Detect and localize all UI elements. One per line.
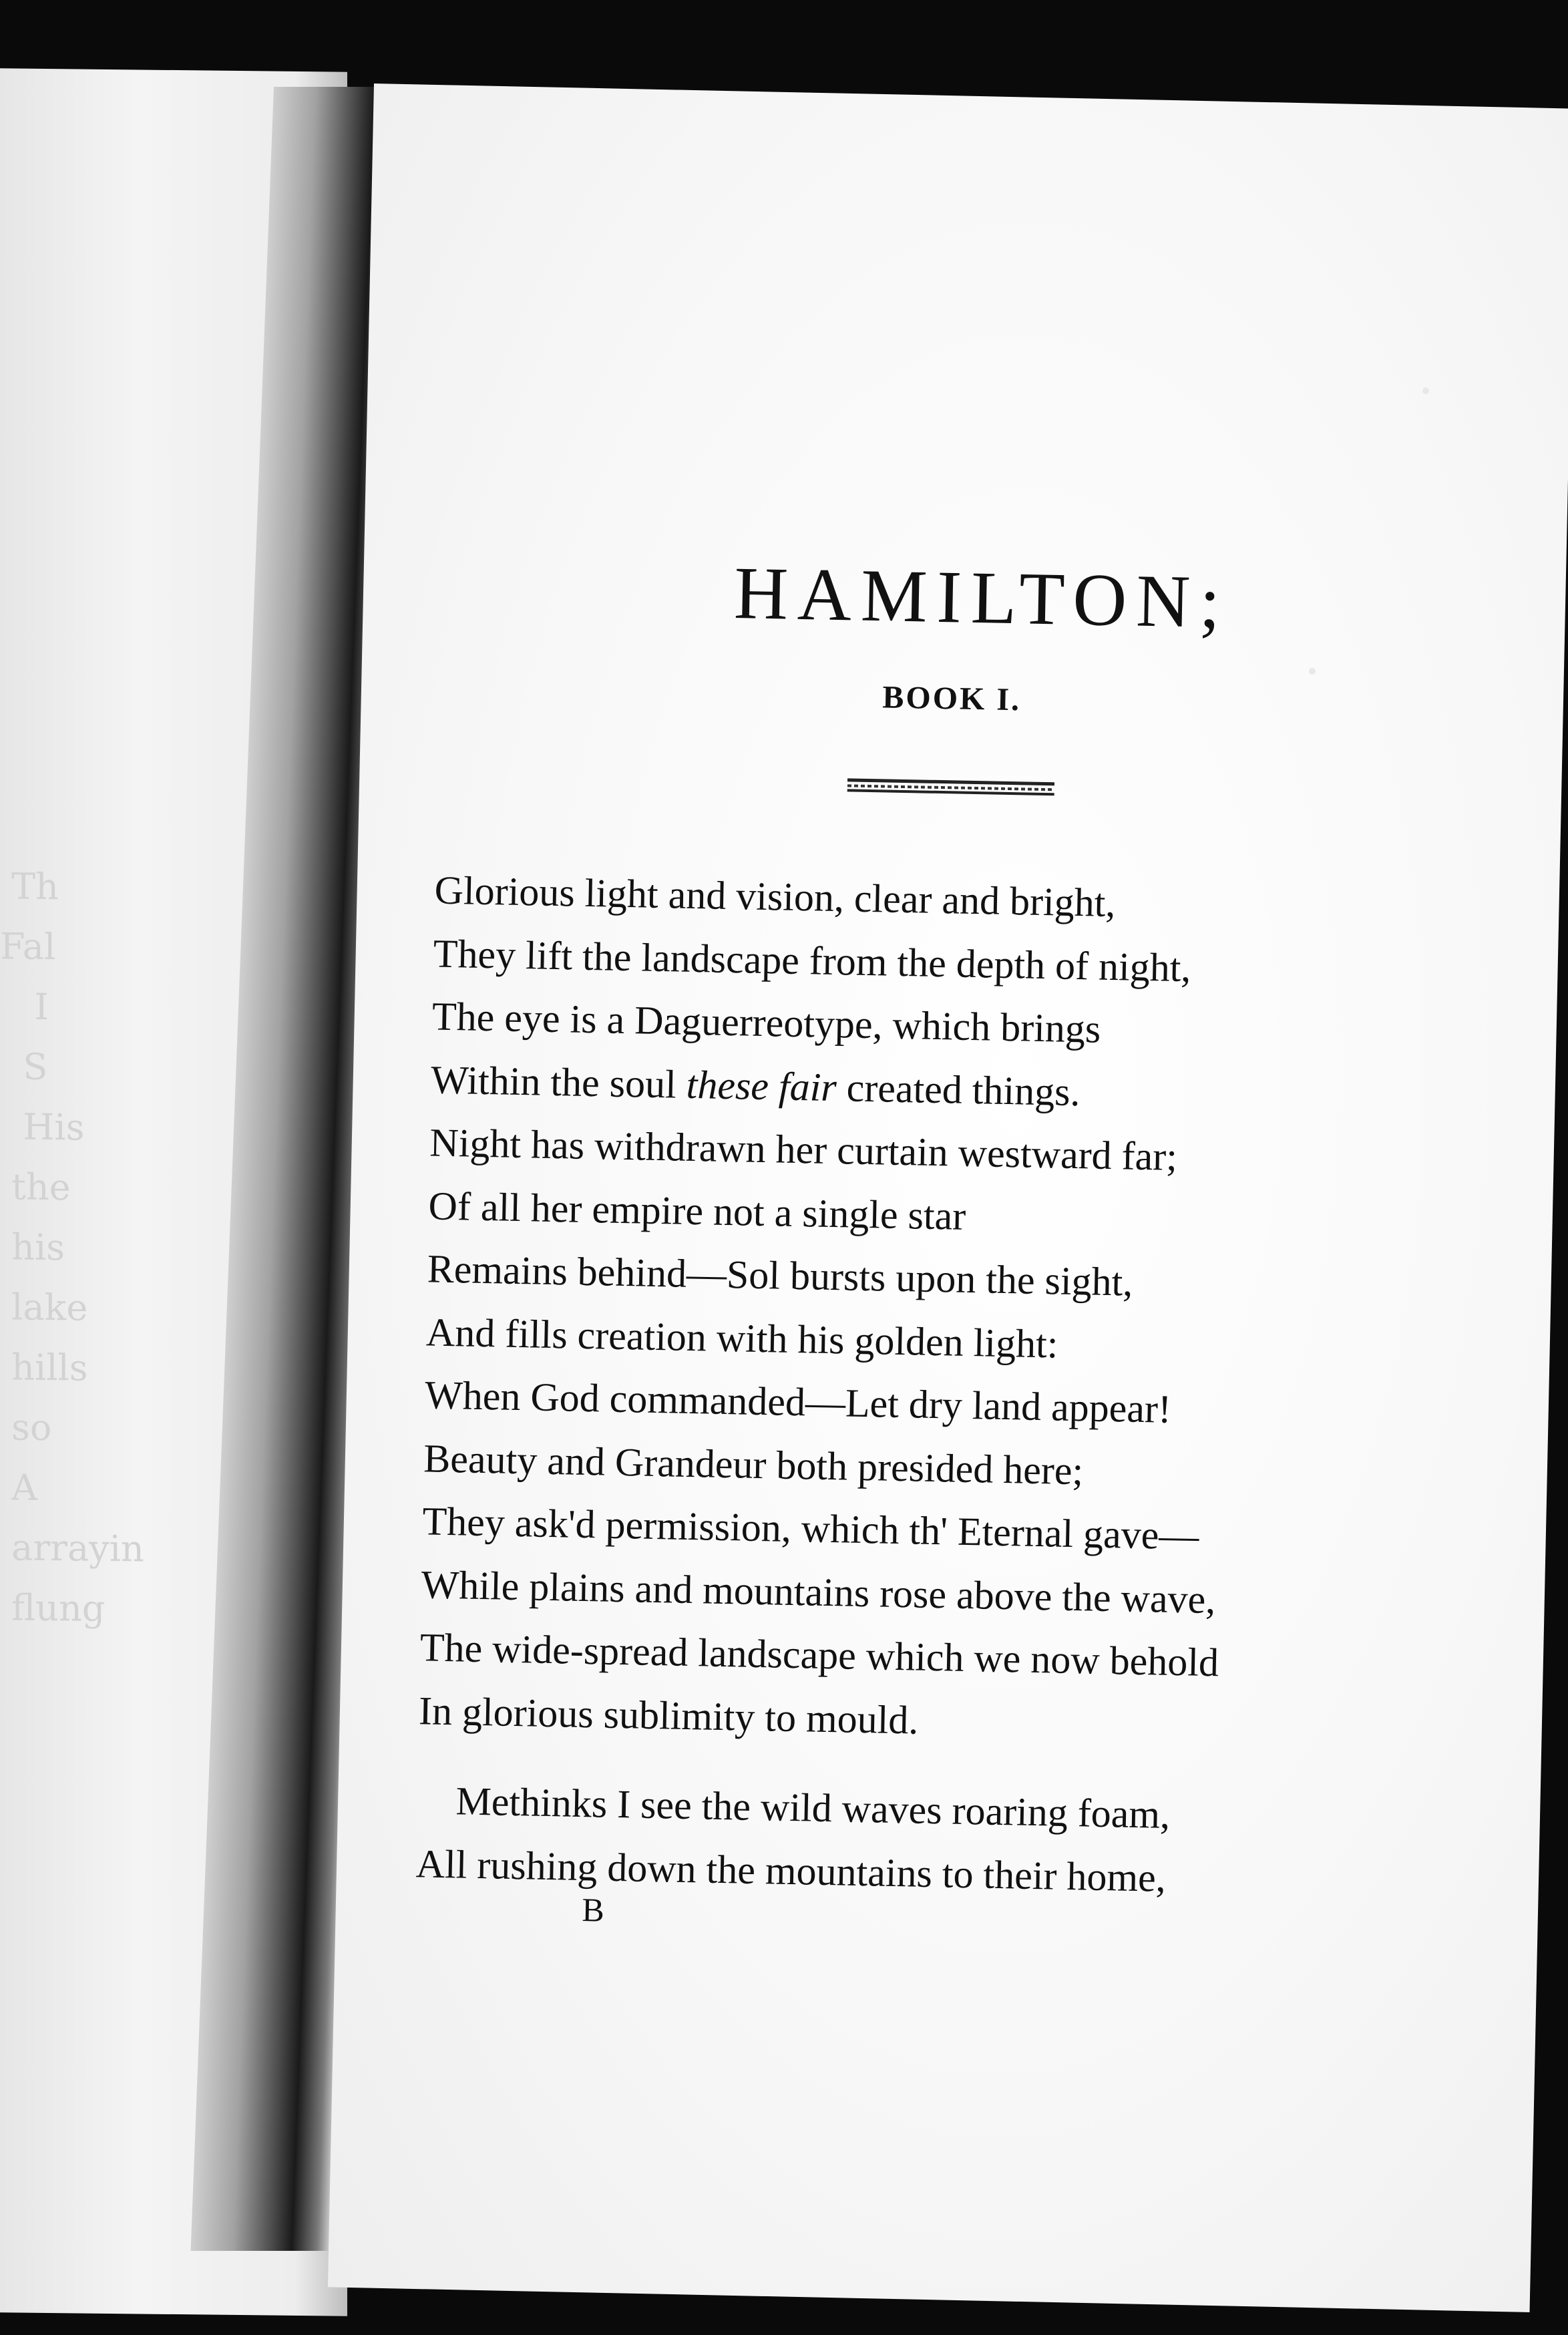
poem-line: They lift the landscape from the depth of night,: [433, 931, 1192, 990]
poem-line: The wide-spread landscape which we now behold: [419, 1625, 1219, 1685]
stanza-2: [415, 1769, 1459, 1915]
poem-line: In glorious sublimity to mould.: [418, 1688, 920, 1743]
poem-line: Remains behind—Sol bursts upon the sight,: [427, 1246, 1133, 1304]
poem-line: All rushing down the mountains to their home,: [415, 1841, 1167, 1900]
poem-line: Methinks I see the wild waves roaring foam,: [455, 1779, 1171, 1837]
page-title: HAMILTON;: [733, 552, 1231, 645]
poem-line: They ask'd permission, which th' Eternal gave—: [421, 1499, 1200, 1558]
left-page-bleed-through: Th Fal I S His the his lake hills so A arrayin flung: [0, 865, 144, 1630]
poem-line: Of all her empire not a single star: [428, 1183, 966, 1238]
poem-line: And fills creation with his golden light:: [425, 1309, 1059, 1367]
poem-line: Glorious light and vision, clear and bright,: [434, 868, 1117, 926]
signature-mark: B: [581, 1891, 605, 1929]
poem-line: Night has withdrawn her curtain westward far;: [429, 1120, 1178, 1179]
poem-line: When God commanded—Let dry land appear!: [424, 1373, 1172, 1431]
poem-line: The eye is a Daguerreotype, which brings: [431, 994, 1101, 1051]
stanza-1: [418, 859, 1477, 1763]
poem-line: Beauty and Grandeur both presided here;: [423, 1435, 1084, 1493]
poem-line: While plains and mountains rose above the wave,: [421, 1562, 1216, 1622]
poem-line: Within the soul these fair created things.: [430, 1057, 1081, 1114]
poem-body: [415, 859, 1477, 1916]
book-heading: BOOK I.: [881, 679, 1022, 718]
ornamental-rule: [847, 778, 1054, 797]
